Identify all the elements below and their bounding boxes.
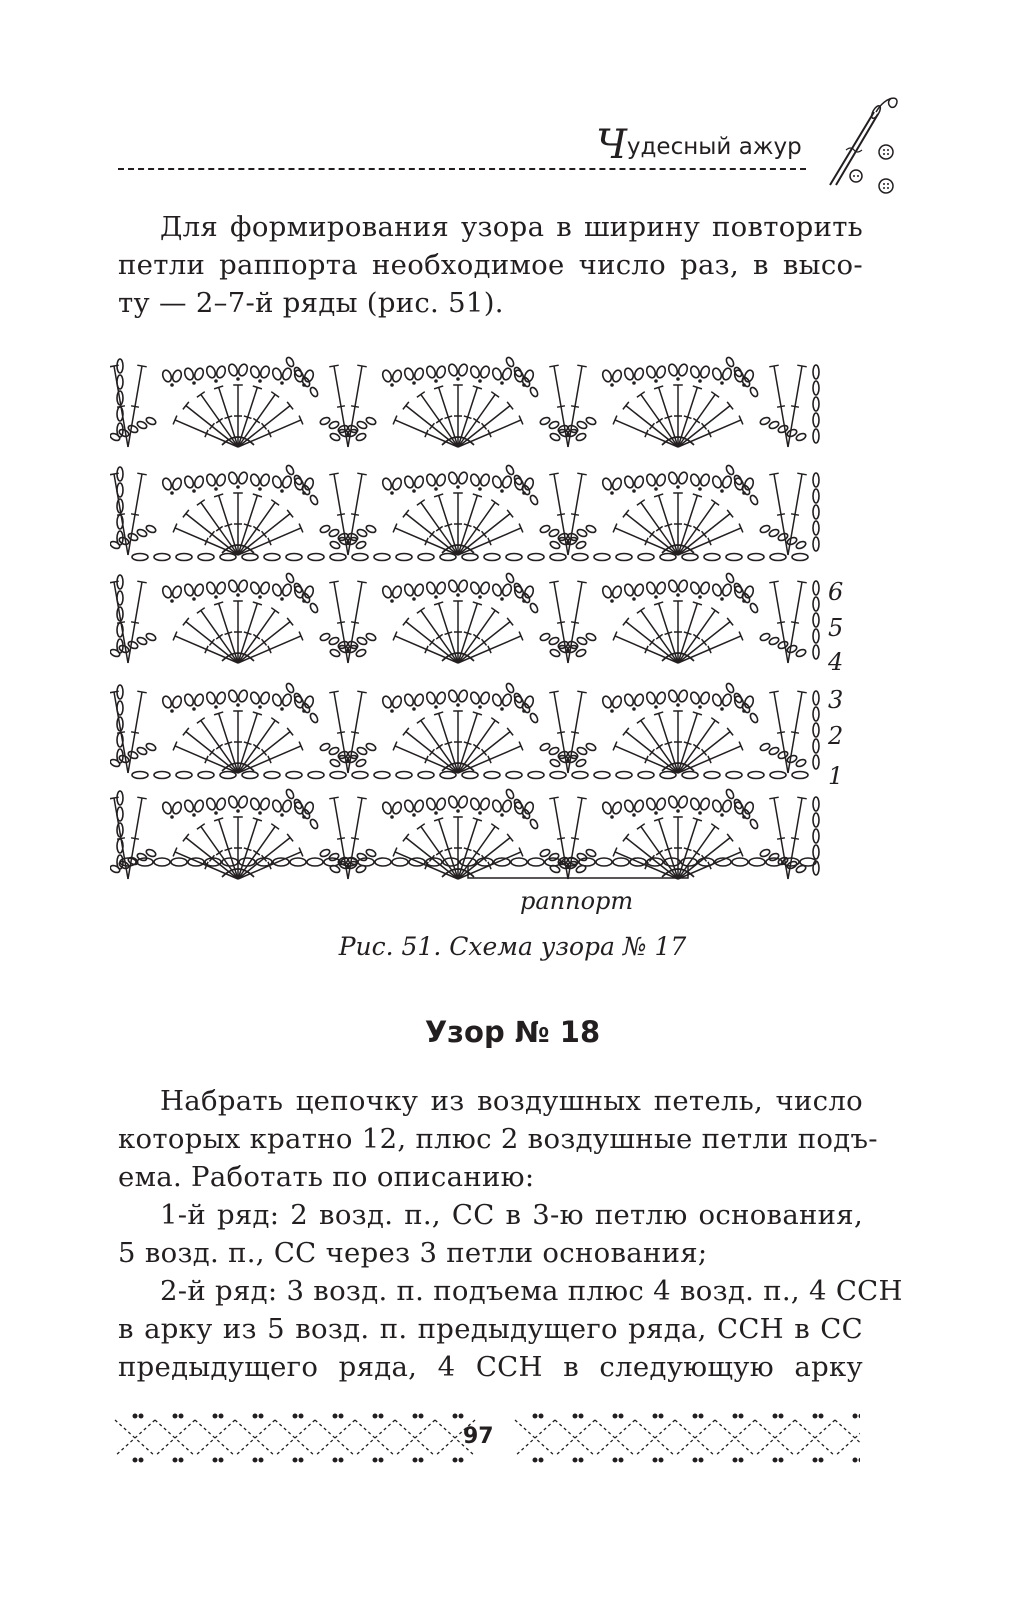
row-number-5: 5 <box>828 614 844 642</box>
section-line-6: 2-й ряд: 3 возд. п. подъема плюс 4 возд. п., 4 ССН <box>160 1275 903 1307</box>
running-title-initial: Ч <box>596 122 627 168</box>
page-number: 97 <box>463 1424 494 1449</box>
running-title-rest: удесный ажур <box>626 134 802 160</box>
intro-paragraph <box>118 208 863 322</box>
intro-line-2: петли раппорта необходимое число раз, в высо- <box>118 249 863 281</box>
header-dashed-rule <box>118 168 806 170</box>
page-header <box>0 0 1025 200</box>
crochet-chart-figure <box>110 340 830 880</box>
intro-line-3: ту — 2–7-й ряды (рис. 51). <box>118 287 504 319</box>
row-number-4: 4 <box>828 648 844 676</box>
row-number-2: 2 <box>828 722 844 750</box>
section-heading: Узор № 18 <box>424 1015 601 1049</box>
section-line-3: ема. Работать по описанию: <box>118 1161 535 1193</box>
figure-caption: Рис. 51. Схема узора № 17 <box>338 932 687 961</box>
section-line-1: Набрать цепочку из воздушных петель, число <box>160 1085 863 1117</box>
intro-line-1: Для формирования узора в ширину повторить <box>160 211 863 243</box>
needle-and-buttons-icon <box>826 90 916 200</box>
section-line-4: 1-й ряд: 2 возд. п., СС в 3-ю петлю основания, <box>160 1199 863 1231</box>
row-number-3: 3 <box>828 686 844 714</box>
rapport-label: раппорт <box>520 887 634 915</box>
section-line-8: предыдущего ряда, 4 ССН в следующую арку <box>118 1351 863 1383</box>
section-line-7: в арку из 5 возд. п. предыдущего ряда, ССН в СС <box>118 1313 863 1345</box>
row-number-1: 1 <box>828 762 844 790</box>
section-paragraph <box>118 1082 903 1386</box>
section-line-2: которых кратно 12, плюс 2 воздушные петли подъ- <box>118 1123 878 1155</box>
section-line-5: 5 возд. п., СС через 3 петли основания; <box>118 1237 708 1269</box>
row-number-6: 6 <box>828 578 844 606</box>
running-title <box>596 118 802 168</box>
